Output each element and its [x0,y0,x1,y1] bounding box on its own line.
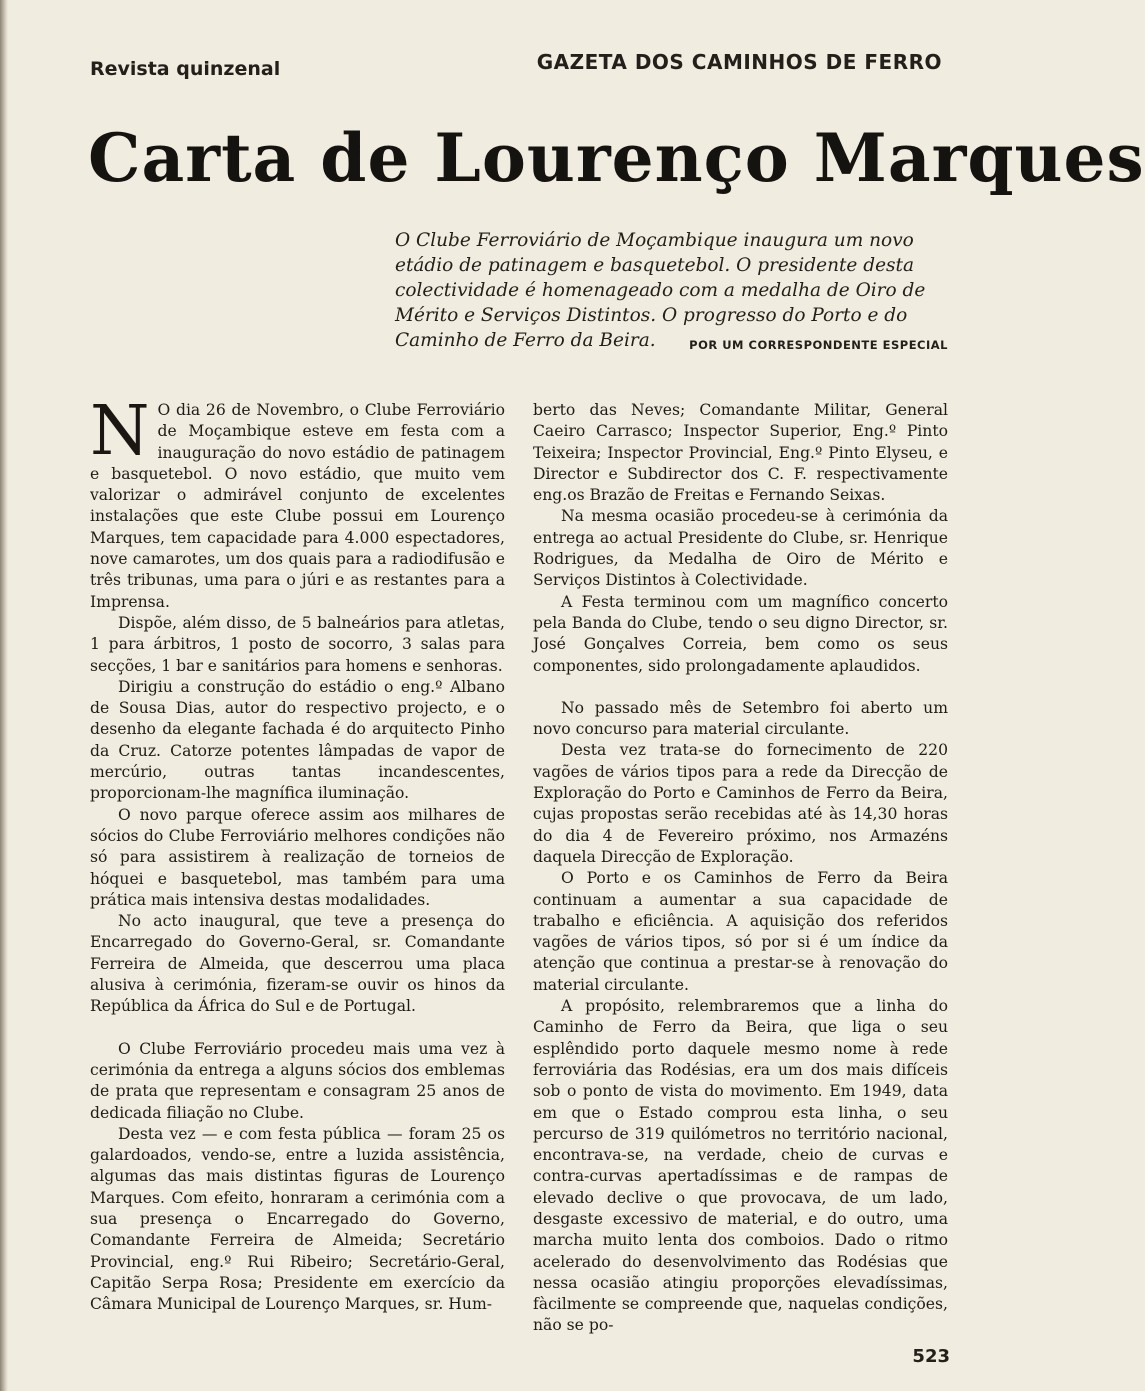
paragraph: No passado mês de Setembro foi aberto um novo concurso para material circulante. [533,698,948,739]
article-subtitle: O Clube Ferroviário de Moçambique inaugura um novo etádio de patinagem e basquetebol. O presidente desta colectividade é homenageado com a medalha de Oiro de Mérito e Serviços Distintos. O progresso do Porto e do Caminho de Ferro da Beira. [395,230,926,351]
page-binding-edge [0,0,8,1391]
paragraph: O Clube Ferroviário procedeu mais uma vez à cerimónia da entrega a alguns sócios dos emblemas de prata que representam e consagram 25 anos de dedicada filiação no Clube. [90,1039,505,1122]
paragraph: Dispõe, além disso, de 5 balneários para atletas, 1 para árbitros, 1 posto de socorro, 3 salas para secções, 1 bar e sanitários para homens e senhoras. [90,613,505,675]
paragraph [90,392,505,613]
right-column [533,400,948,1337]
byline: POR UM CORRESPONDENTE ESPECIAL [689,338,948,352]
paragraph: Dirigiu a construção do estádio o eng.º Albano de Sousa Dias, autor do respectivo projecto, e o desenho da elegante fachada é do arquitecto Pinho da Cruz. Catorze potentes lâmpadas de vapor de mercúrio, outras tantas incandescentes, proporcionam-lhe magnífica iluminação. [90,677,505,803]
paragraph: O novo parque oferece assim aos milhares de sócios do Clube Ferroviário melhores condições não só para assistirem à realização de torneios de hóquei e basquetebol, mas também para uma prática mais intensiva destas modalidades. [90,805,505,909]
paragraph: Desta vez — e com festa pública — foram 25 os galardoados, vendo-se, entre a luzida assistência, algumas das mais distintas figuras de Lourenço Marques. Com efeito, honraram a cerimónia com a sua presença o Encarregado do Governo, Comandante Ferreira de Almeida; Secretário Provincial, eng.º Rui Ribeiro; Secretário-Geral, Capitão Serpa Rosa; Presidente em exercício da Câmara Municipal de Lourenço Marques, sr. Hum- [90,1124,505,1314]
left-column [90,392,505,1315]
paragraph-text: O dia 26 de Novembro, o Clube Ferroviário de Moçambique esteve em festa com a inauguração do novo estádio de patinagem e basquetebol. O novo estádio, que muito vem valorizar o admirável conjunto de excelentes instalações que este Clube possui em Lourenço Marques, tem capacidade para 4.000 espectadores, nove camarotes, um dos quais para a radiodifusão e três tribunas, uma para o júri e as restantes para a Imprensa. [90,401,505,611]
article-title: Carta de Lourenço Marques [88,119,1145,197]
paragraph: berto das Neves; Comandante Militar, General Caeiro Carrasco; Inspector Superior, Eng.º Pinto Teixeira; Inspector Provincial, Eng.º Pinto Elyseu, e Director e Subdirector dos C. F. respectivamente eng.os Brazão de Freitas e Fernando Seixas. [533,401,948,505]
paragraph: A propósito, relembraremos que a linha do Caminho de Ferro da Beira, que liga o seu esplêndido porto daquele mesmo nome à rede ferroviária das Rodésias, era um dos mais difíceis sob o ponto de vista do movimento. Em 1949, data em que o Estado comprou esta linha, o seu percurso de 319 quilómetros no território nacional, encontrava-se, na verdade, cheio de curvas e contra-curvas apertadíssimas e de rampas de elevado declive o que provocava, de um lado, desgaste excessivo de material, e do outro, uma marcha muito lenta dos comboios. Dado o ritmo acelerado do desenvolvimento das Rodésias que nessa ocasião atingiu proporções elevadíssimas, fàcilmente se compreende que, naquelas condições, não se po- [533,997,948,1335]
page-number: 523 [912,1346,950,1367]
paragraph: No acto inaugural, que teve a presença do Encarregado do Governo-Geral, sr. Comandante Ferreira de Almeida, que descerrou uma placa alusiva à cerimónia, fizeram-se ouvir os hinos da República da África do Sul e de Portugal. [90,912,505,1016]
magazine-title: GAZETA DOS CAMINHOS DE FERRO [536,50,942,74]
paragraph: Na mesma ocasião procedeu-se à cerimónia da entrega ao actual Presidente do Clube, sr. Henrique Rodrigues, da Medalha de Oiro de Mérito e Serviços Distintos à Colectividade. [533,507,948,590]
magazine-frequency: Revista quinzenal [90,58,281,80]
paragraph: A Festa terminou com um magnífico concerto pela Banda do Clube, tendo o seu digno Director, sr. José Gonçalves Correia, bem como os seus componentes, sido prolongadamente aplaudidos. [533,592,948,675]
paragraph: O Porto e os Caminhos de Ferro da Beira continuam a aumentar a sua capacidade de trabalho e eficiência. A aquisição dos referidos vagões de vários tipos, só por si é um índice da atenção que continua a prestar-se à renovação do material circulante. [533,869,948,994]
drop-cap: N [90,392,150,471]
paragraph: Desta vez trata-se do fornecimento de 220 vagões de vários tipos para a rede da Direcção de Exploração do Porto e Caminhos de Ferro da Beira, cujas propostas serão recebidas até às 14,30 horas do dia 4 de Fevereiro próximo, nos Armazéns daquela Direcção de Exploração. [533,741,948,866]
